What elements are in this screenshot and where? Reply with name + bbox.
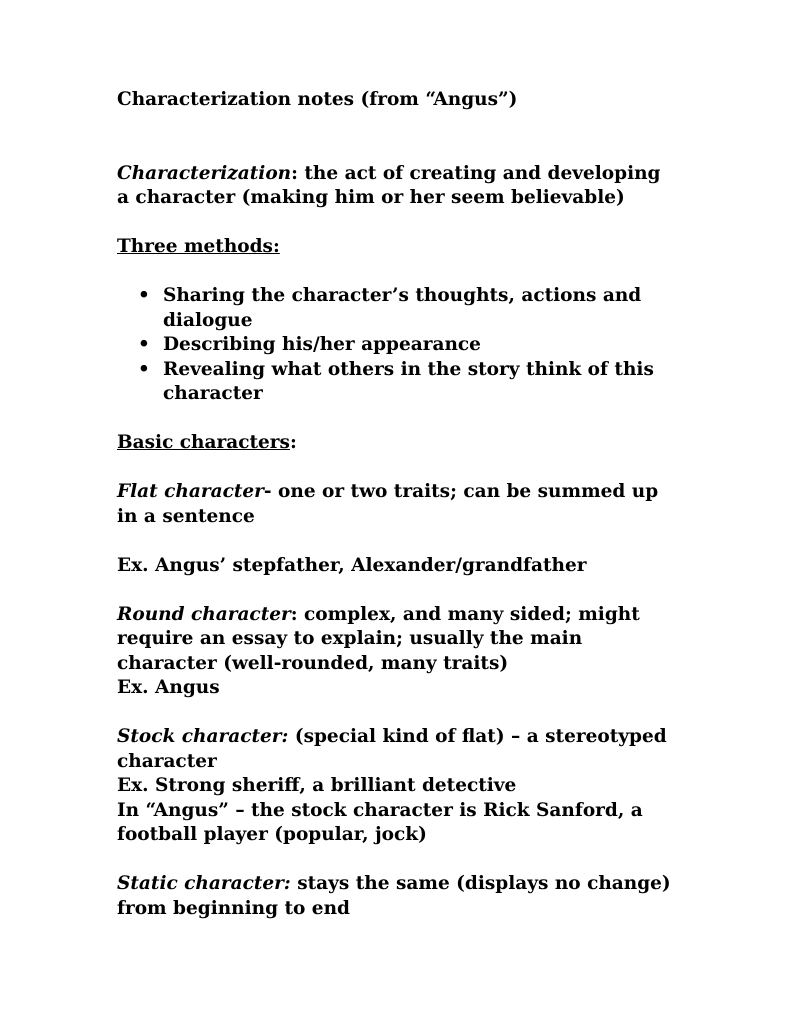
stock-text: (special kind of flat) – a stereotyped character	[117, 726, 667, 772]
stock-character-paragraph	[117, 725, 677, 774]
flat-term: Flat character	[117, 481, 264, 502]
definition-paragraph	[117, 162, 677, 211]
static-text: stays the same (displays no change) from beginning to end	[117, 873, 671, 919]
flat-example: Ex. Angus’ stepfather, Alexander/grandfather	[117, 554, 587, 576]
definition-text: : the act of creating and developing a character (making him or her seem believable)	[117, 162, 661, 208]
method-item: • Revealing what others in the story think of this character	[163, 358, 677, 407]
static-character-paragraph	[117, 872, 677, 921]
definition-term: Characterization	[117, 162, 292, 184]
method-item: • Describing his/her appearance	[163, 333, 677, 358]
round-example: Ex. Angus	[117, 677, 220, 698]
methods-list	[117, 284, 677, 407]
basic-heading-text: Basic characters	[117, 432, 290, 453]
round-text: : complex, and many sided; might require an essay to explain; usually the main character (well-rounded, many traits)	[117, 603, 640, 674]
stock-note: In “Angus” – the stock character is Rick Sanford, a football player (popular, jock)	[117, 799, 643, 845]
round-term: Round character	[117, 603, 291, 625]
basic-characters-heading	[117, 431, 677, 456]
basic-heading-colon: :	[289, 432, 297, 453]
flat-character-paragraph	[117, 480, 677, 529]
stock-term: Stock character:	[117, 726, 289, 747]
round-character-paragraph	[117, 603, 677, 677]
method-item: • Sharing the character’s thoughts, actions and dialogue	[163, 284, 677, 333]
static-term: Static character:	[117, 873, 291, 894]
document-page	[117, 88, 677, 921]
methods-heading: Three methods:	[117, 236, 280, 257]
stock-example: Ex. Strong sheriff, a brilliant detective	[117, 775, 517, 796]
page-title: Characterization notes (from “Angus”)	[117, 89, 518, 110]
flat-text: - one or two traits; can be summed up in a sentence	[117, 481, 659, 527]
